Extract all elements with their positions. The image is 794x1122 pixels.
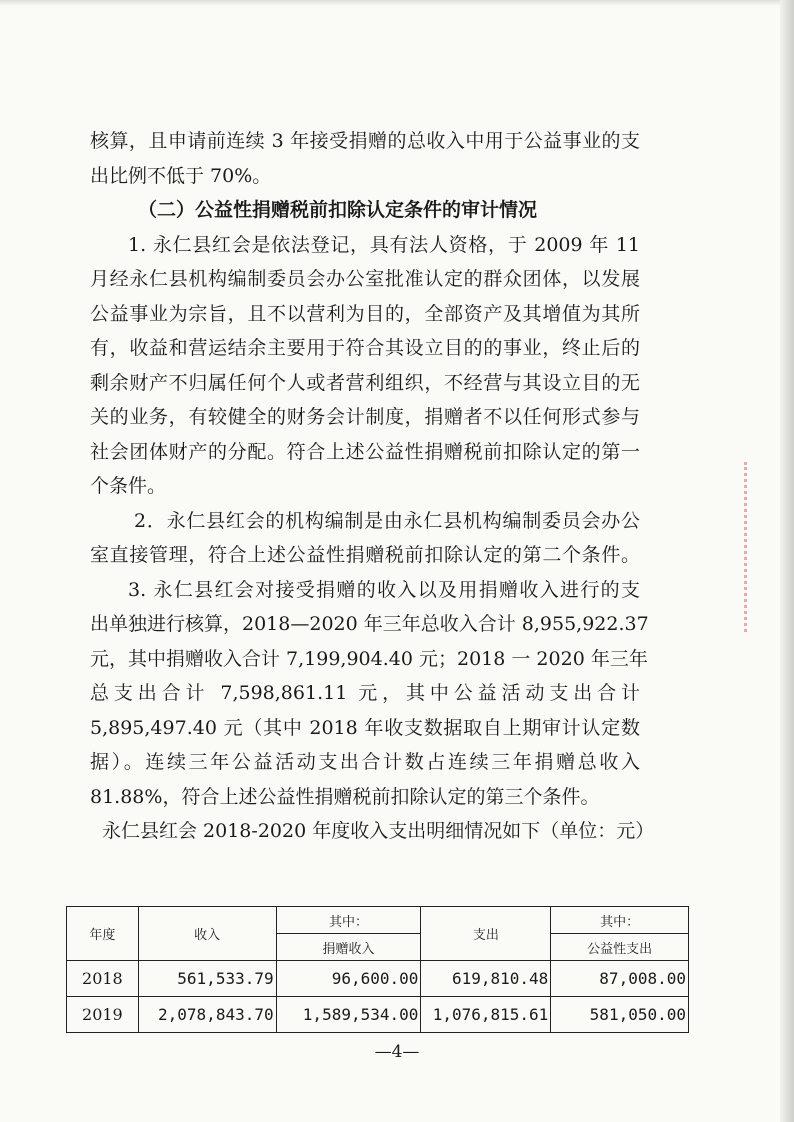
cell-expense: 619,810.48 xyxy=(421,961,551,997)
paragraph-line: 出比例不低于 70%。 xyxy=(90,164,272,187)
table-row xyxy=(67,961,689,997)
income-expense-table xyxy=(66,906,689,1033)
paragraph-line: 剩余财产不归属任何个人或者营利组织，不经营与其设立目的无 xyxy=(90,371,640,394)
cell-year: 2019 xyxy=(67,997,139,1033)
paragraph-line: 5,895,497.40 元（其中 2018 年收支数据取自上期审计认定数 xyxy=(90,716,640,739)
paragraph-line: 据）。连续三年公益活动支出合计数占连续三年捐赠总收入 xyxy=(90,751,640,773)
paragraph-line: 公益事业为宗旨，且不以营利为目的，全部资产及其增值为其所 xyxy=(90,302,640,325)
cell-welfare: 87,008.00 xyxy=(551,961,689,997)
cell-donation: 1,589,534.00 xyxy=(276,997,421,1033)
scan-right-edge xyxy=(780,0,794,1122)
table-row xyxy=(67,997,689,1033)
header-public-welfare-expense: 公益性支出 xyxy=(551,934,689,961)
paragraph-line: 月经永仁县机构编制委员会办公室批准认定的群众团体，以发展 xyxy=(90,268,640,290)
cell-year: 2018 xyxy=(67,961,139,997)
header-expense-of-which: 其中： xyxy=(551,907,689,934)
paragraph-line: 出单独进行核算，2018—2020 年三年总收入合计 8,955,922.37 xyxy=(90,613,649,635)
header-income-of-which: 其中： xyxy=(276,907,421,934)
header-year: 年度 xyxy=(67,907,139,961)
paragraph-line: 3. 永仁县红会对接受捐赠的收入以及用捐赠收入进行的支 xyxy=(128,578,640,601)
paragraph-line: 1. 永仁县红会是依法登记，具有法人资格，于 2009 年 11 xyxy=(128,233,640,256)
header-expense: 支出 xyxy=(421,907,551,961)
paragraph-line: 总支出合计 7,598,861.11 元，其中公益活动支出合计 xyxy=(90,682,640,704)
paragraph-line: 关的业务，有较健全的财务会计制度，捐赠者不以任何形式参与 xyxy=(90,406,640,428)
header-donation-income: 捐赠收入 xyxy=(276,934,421,961)
page-number: —4— xyxy=(374,1042,420,1062)
paragraph-line: 室直接管理，符合上述公益性捐赠税前扣除认定的第二个条件。 xyxy=(90,544,640,566)
paragraph-line: 元，其中捐赠收入合计 7,199,904.40 元；2018 一 2020 年三年 xyxy=(90,647,648,670)
paragraph-line: 核算，且申请前连续 3 年接受捐赠的总收入中用于公益事业的支 xyxy=(90,130,640,152)
paragraph-line: 社会团体财产的分配。符合上述公益性捐赠税前扣除认定的第一 xyxy=(90,440,640,463)
document-body xyxy=(90,124,655,849)
paragraph-line: 2．永仁县红会的机构编制是由永仁县机构编制委员会办公 xyxy=(134,509,640,532)
paragraph-line: 有，收益和营运结余主要用于符合其设立目的的事业，终止后的 xyxy=(90,337,640,359)
cell-welfare: 581,050.00 xyxy=(551,997,689,1033)
seal-stamp-mark xyxy=(744,462,773,632)
paragraph-line: 81.88%，符合上述公益性捐赠税前扣除认定的第三个条件。 xyxy=(90,785,600,808)
cell-income: 2,078,843.70 xyxy=(138,997,276,1033)
paragraph-line: 个条件。 xyxy=(90,475,167,497)
table-caption: 永仁县红会 2018-2020 年度收入支出明细情况如下（单位：元） xyxy=(102,820,655,842)
section-heading: （二）公益性捐赠税前扣除认定条件的审计情况 xyxy=(138,199,538,221)
scan-top-edge xyxy=(0,0,794,6)
header-income: 收入 xyxy=(138,907,276,961)
cell-income: 561,533.79 xyxy=(138,961,276,997)
cell-expense: 1,076,815.61 xyxy=(421,997,551,1033)
cell-donation: 96,600.00 xyxy=(276,961,421,997)
